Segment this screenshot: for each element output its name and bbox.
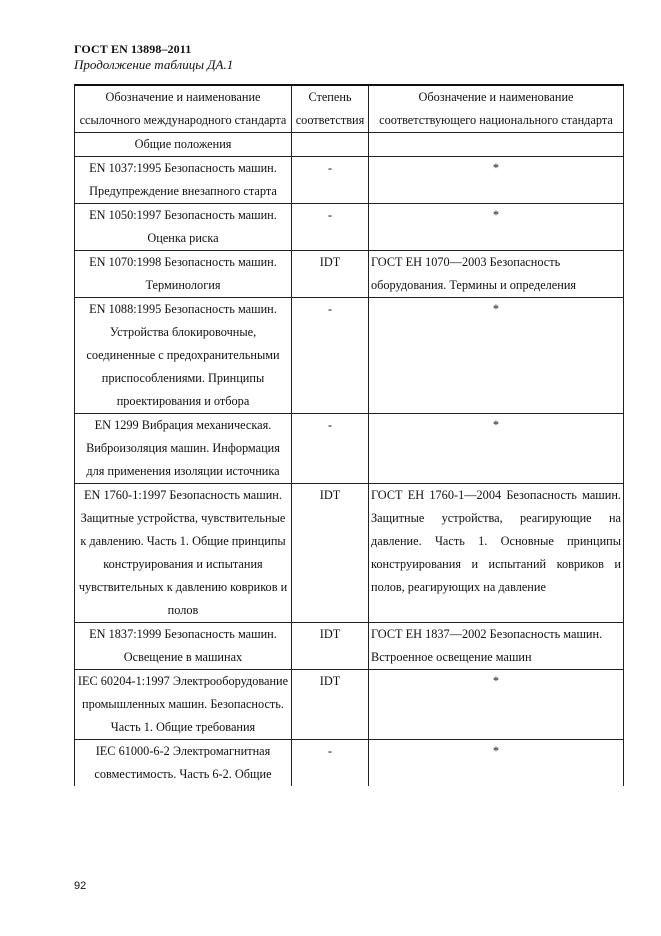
table-row <box>75 414 624 484</box>
table-row <box>75 298 624 414</box>
column-header-degree: Степень соответствия <box>292 85 369 133</box>
table-row <box>75 204 624 251</box>
table-row <box>75 670 624 740</box>
intl-standard-cell: EN 1760-1:1997 Безопасность машин. Защитные устройства, чувствительные к давлению. Часть 1. Общие принципы конструирования и испытания чувствительных к давлению ковриков и полов <box>75 484 292 623</box>
national-standard-cell: * <box>369 204 624 251</box>
intl-standard-cell: IEC 60204-1:1997 Электрооборудование промышленных машин. Безопасность. Часть 1. Общие требования <box>75 670 292 740</box>
table-row <box>75 157 624 204</box>
degree-cell: - <box>292 414 369 484</box>
degree-cell: - <box>292 204 369 251</box>
national-standard-cell: ГОСТ ЕН 1760-1—2004 Безопасность машин. Защитные устройства, реагирующие на давление. Часть 1. Основные принципы конструирования и испытаний ковриков и полов, реагирующих на давление <box>369 484 624 623</box>
table-continuation-title: Продолжение таблицы ДА.1 <box>74 57 234 72</box>
intl-standard-cell: EN 1837:1999 Безопасность машин. Освещение в машинах <box>75 623 292 670</box>
intl-standard-cell: EN 1299 Вибрация механическая. Виброизоляция машин. Информация для применения изоляции источника <box>75 414 292 484</box>
national-standard-cell: * <box>369 157 624 204</box>
intl-standard-cell: EN 1070:1998 Безопасность машин. Терминология <box>75 251 292 298</box>
intl-standard-cell: EN 1037:1995 Безопасность машин. Предупреждение внезапного старта <box>75 157 292 204</box>
standards-table <box>74 84 624 786</box>
table-row <box>75 484 624 623</box>
document-code: ГОСТ EN 13898–2011 <box>74 42 192 56</box>
national-standard-cell: * <box>369 740 624 787</box>
table-header-row <box>75 85 624 133</box>
column-header-international: Обозначение и наименование ссылочного международного стандарта <box>75 85 292 133</box>
degree-cell: IDT <box>292 484 369 623</box>
degree-cell: - <box>292 298 369 414</box>
degree-cell: - <box>292 740 369 787</box>
degree-cell: IDT <box>292 670 369 740</box>
degree-cell: IDT <box>292 623 369 670</box>
degree-cell: - <box>292 157 369 204</box>
intl-standard-cell: EN 1050:1997 Безопасность машин. Оценка риска <box>75 204 292 251</box>
table-row <box>75 251 624 298</box>
intl-standard-cell: EN 1088:1995 Безопасность машин. Устройства блокировочные, соединенные с предохранительными приспособлениями. Принципы проектирования и отбора <box>75 298 292 414</box>
section-label: Общие положения <box>75 133 292 157</box>
table-row <box>75 740 624 787</box>
intl-standard-cell: IEC 61000-6-2 Электромагнитная совместимость. Часть 6-2. Общие <box>75 740 292 787</box>
page-number: 92 <box>74 880 87 892</box>
table-row <box>75 623 624 670</box>
national-standard-cell: * <box>369 414 624 484</box>
column-header-national: Обозначение и наименование соответствующего национального стандарта <box>369 85 624 133</box>
national-standard-cell: * <box>369 670 624 740</box>
national-standard-cell: * <box>369 298 624 414</box>
national-standard-cell: ГОСТ ЕН 1070—2003 Безопасность оборудования. Термины и определения <box>369 251 624 298</box>
national-standard-cell: ГОСТ ЕН 1837—2002 Безопасность машин. Встроенное освещение машин <box>369 623 624 670</box>
degree-cell: IDT <box>292 251 369 298</box>
section-row <box>75 133 624 157</box>
